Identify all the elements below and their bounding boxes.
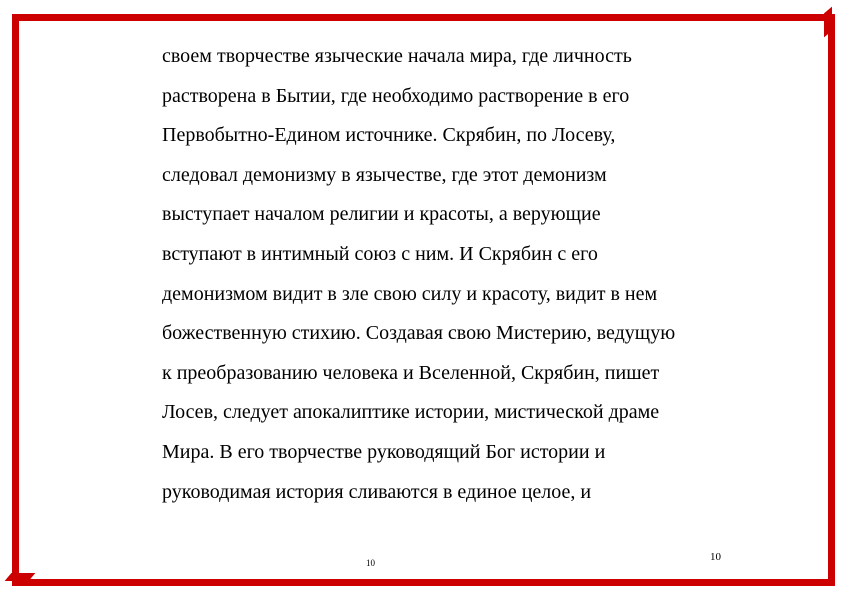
- text-line: к преобразованию человека и Вселенной, Скрябин, пишет: [162, 361, 660, 384]
- body-text: [162, 37, 722, 512]
- text-line: божественную стихию. Создавая свою Мистерию, ведущую: [162, 322, 676, 345]
- text-line: демонизмом видит в зле свою силу и красоту, видит в нем: [162, 282, 658, 305]
- text-line: руководимая история сливаются в единое целое, и: [162, 480, 592, 503]
- text-line: выступает началом религии и красоты, а верующие: [162, 203, 601, 226]
- text-line: Мира. В его творчестве руководящий Бог истории и: [162, 440, 606, 463]
- text-line: Первобытно-Едином источнике. Скрябин, по Лосеву,: [162, 124, 616, 147]
- text-line: следовал демонизму в язычестве, где этот демонизм: [162, 163, 607, 186]
- text-line: вступают в интимный союз с ним. И Скрябин с его: [162, 242, 598, 265]
- text-line: Лосев, следует апокалиптике истории, мистической драме: [162, 401, 660, 424]
- page-number-corner: 10: [710, 551, 721, 563]
- text-line: растворена в Бытии, где необходимо растворение в его: [162, 84, 630, 107]
- page-number-footer: 10: [366, 558, 375, 568]
- text-line: своем творчестве языческие начала мира, где личность: [162, 45, 632, 67]
